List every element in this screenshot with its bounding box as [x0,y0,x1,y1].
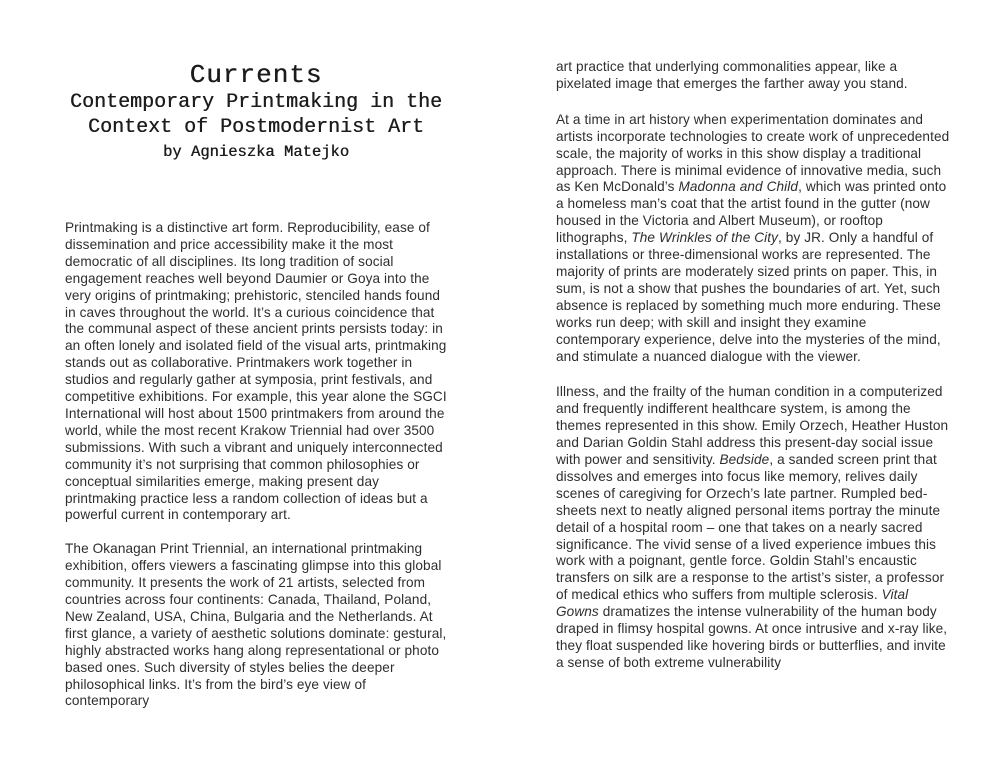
left-column [65,60,447,727]
article-title: Currents [189,60,323,90]
right-paragraph-1: art practice that underlying commonalities appear, like a pixelated image that emerges the farther away you stand. [556,59,908,91]
left-paragraph-2: The Okanagan Print Triennial, an international printmaking exhibition, offers viewers a fascinating glimpse into this global community. It presents the work of 21 artists, selected from countries across four continents: Canada, Thailand, Poland, New Zealand, USA, China, Bulgaria and the Netherlands. At first glance, a variety of aesthetic solutions dominate: gestural, highly abstracted works hang along representational or photo based ones. Such diversity of styles belies the deeper philosophical links. It’s from the bird’s eye view of contemporary [65,541,447,709]
left-paragraph-1: Printmaking is a distinctive art form. Reproducibility, ease of dissemination and price accessibility make it the most democratic of all disciplines. Its long tradition of social engagement reaches well beyond Daumier or Goya into the very origins of printmaking; prehistoric, stenciled hands found in caves throughout the world. It’s a curious coincidence that the communal aspect of these ancient prints persists today: in an often lonely and isolated field of the visual arts, printmaking stands out as collaborative. Printmakers work together in studios and regularly gather at symposia, print festivals, and competitive exhibitions. For example, this year alone the SGCI International will host about 1500 printmakers from around the world, while the most recent Krakow Triennial had over 3500 submissions. With such a vibrant and uniquely interconnected community it’s not surprising that common philosophies or conceptual similarities emerge, making present day printmaking practice less a random collection of ideas but a powerful current in contemporary art. [65,220,447,523]
article-header [65,60,447,163]
right-paragraph-2: At a time in art history when experimentation dominates and artists incorporate technologies to create work of unprecedented scale, the majority of works in this show display a traditional approach. There is minimal evidence of innovative media, such as Ken McDonald’s Madonna and Child, which was printed onto a homeless man’s coat that the artist found in the gutter (now housed in the Victoria and Albert Museum), or rooftop lithographs, The Wrinkles of the City, by JR. Only a handful of installations or three-dimensional works are represented. The majority of prints are moderately sized prints on paper. This, in sum, is not a show that pushes the boundaries of art. Yet, such absence is replaced by something much more enduring. These works run deep; with skill and insight they examine contemporary experience, delve into the mysteries of the mind, and stimulate a nuanced dialogue with the viewer. [556,111,950,364]
article-subtitle-line-1: Contemporary Printmaking in the [69,91,443,114]
right-column [556,59,952,691]
article-byline: by Agnieszka Matejko [162,143,350,161]
right-paragraph-3: Illness, and the frailty of the human condition in a computerized and frequently indifferent healthcare system, is among the themes represented in this show. Emily Orzech, Heather Huston and Darian Goldin Stahl address this present-day social issue with power and sensitivity. Bedside, a sanded screen print that dissolves and emerges into focus like memory, relives daily scenes of caregiving for Orzech’s late partner. Rumpled bed-sheets next to neatly aligned personal items portray the minute detail of a hospital room – one that takes on a nearly sacred significance. The vivid sense of a lived experience imbues this work with a poignant, gentle force. Goldin Stahl’s encaustic transfers on silk are a response to the artist’s sister, a professor of medical ethics who suffers from multiple sclerosis. Vital Gowns dramatizes the intense vulnerability of the human body draped in flimsy hospital gowns. At once intrusive and x-ray like, they float suspended like hovering birds or butterflies, and invite a sense of both extreme vulnerability [556,384,949,670]
article-subtitle-line-2: Context of Postmodernist Art [87,116,425,139]
